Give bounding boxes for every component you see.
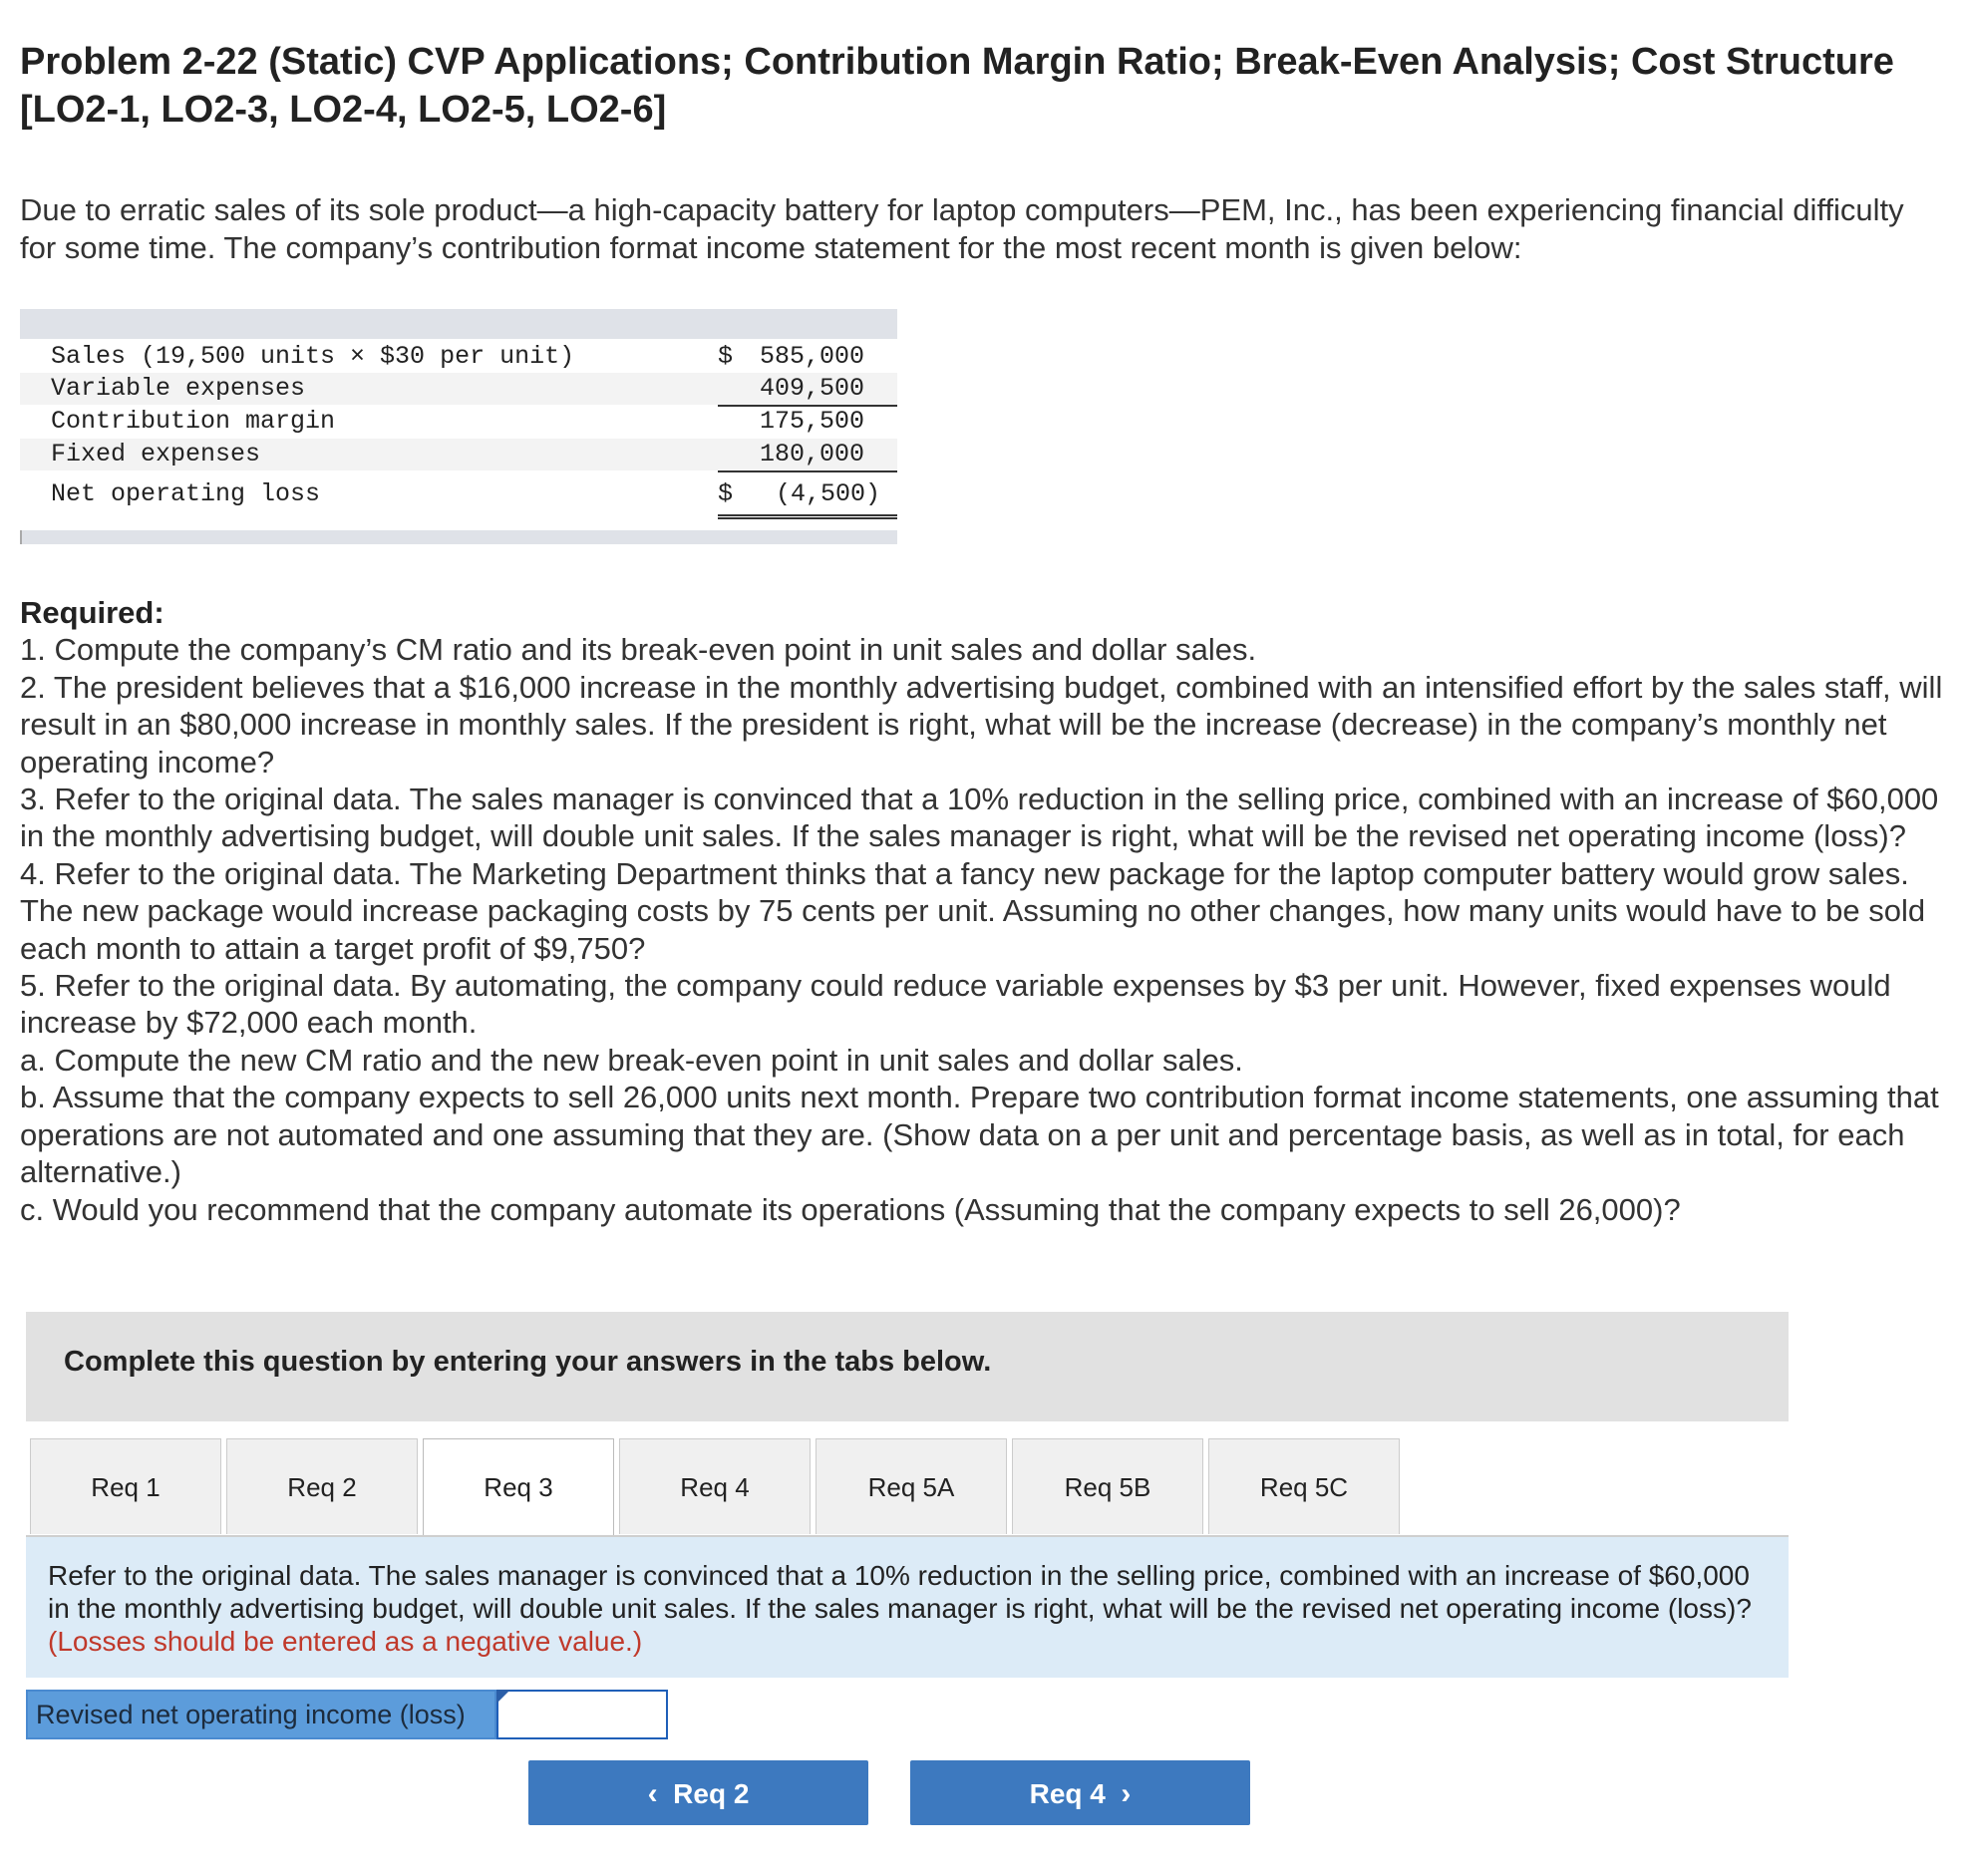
- row-value: 585,000: [759, 342, 864, 371]
- row-value: (4,500): [775, 479, 880, 508]
- statement-row-net-operating-loss: [20, 478, 897, 510]
- row-label: Fixed expenses: [51, 440, 261, 469]
- prev-req-button[interactable]: [528, 1760, 868, 1825]
- prompt-text: Refer to the original data. The sales manager is convinced that a 10% reduction in the selling price, combined with an increase of $60,000 in the monthly advertising budget, will double unit sales. If the sales manager is right, what will be the revised net operating income (loss)?: [48, 1560, 1752, 1624]
- required-heading: Required:: [20, 595, 164, 630]
- currency-symbol: $: [718, 479, 734, 508]
- prompt-note: (Losses should be entered as a negative value.): [48, 1626, 643, 1657]
- chevron-right-icon: ›: [1121, 1777, 1132, 1810]
- tab-req-5a[interactable]: Req 5A: [816, 1438, 1007, 1534]
- requirement-item: 2. The president believes that a $16,000 increase in the monthly advertising budget, combined with an intensified effort by the sales staff, will result in an $80,000 increase in monthly sales. If the president is right, what will be the increase (decrease) in the company’s monthly net operating income?: [20, 669, 1943, 780]
- row-label: Variable expenses: [51, 374, 306, 403]
- input-corner-marker: [496, 1690, 510, 1704]
- currency-symbol: $: [718, 342, 734, 371]
- tab-bar: [30, 1438, 1789, 1536]
- subtotal-rule: [718, 470, 897, 472]
- prev-button-label: Req 2: [673, 1778, 750, 1809]
- statement-row-variable-expenses: [20, 373, 897, 405]
- problem-intro: Due to erratic sales of its sole product—a high-capacity battery for laptop computers—PEM, Inc., has been experiencing financial difficulty for some time. The company’s contribution format income statement for the most recent month is given below:: [20, 192, 1904, 265]
- tab-req-3[interactable]: Req 3: [423, 1438, 614, 1538]
- tab-req-5b[interactable]: Req 5B: [1012, 1438, 1203, 1534]
- tab-req-1[interactable]: Req 1: [30, 1438, 221, 1534]
- row-value: 175,500: [759, 407, 864, 436]
- answer-row: [26, 1690, 668, 1739]
- requirement-item: 1. Compute the company’s CM ratio and its break-even point in unit sales and dollar sales.: [20, 632, 1257, 668]
- statement-footer-band: [20, 530, 897, 544]
- prompt-text-block: [48, 1559, 1763, 1658]
- row-value: 409,500: [759, 374, 864, 403]
- page-title: Problem 2-22 (Static) CVP Applications; Contribution Margin Ratio; Break-Even Analysis; Cost Structure [LO2-1, LO2-3, LO2-4, LO2-5, LO2-6]: [20, 41, 1894, 131]
- row-value: 180,000: [759, 440, 864, 469]
- answer-label: Revised net operating income (loss): [26, 1690, 496, 1739]
- requirements: [20, 594, 1949, 1228]
- requirement-item: 3. Refer to the original data. The sales manager is convinced that a 10% reduction in the selling price, combined with an increase of $60,000 in the monthly advertising budget, will double unit sales. If the sales manager is right, what will be the revised net operating income (loss)?: [20, 782, 1939, 854]
- requirement-item: 5. Refer to the original data. By automating, the company could reduce variable expenses by $3 per unit. However, fixed expenses would increase by $72,000 each month.: [20, 968, 1891, 1041]
- requirement-item: a. Compute the new CM ratio and the new break-even point in unit sales and dollar sales.: [20, 1042, 1243, 1078]
- row-label: Sales (19,500 units × $30 per unit): [51, 342, 575, 371]
- row-label: Net operating loss: [51, 479, 321, 508]
- statement-header-band: [20, 309, 897, 339]
- income-statement: [20, 309, 897, 546]
- instruction-bar: [26, 1312, 1789, 1421]
- total-double-rule: [718, 514, 897, 519]
- instruction-text: Complete this question by entering your answers in the tabs below.: [64, 1346, 992, 1378]
- revised-net-operating-income-input[interactable]: [496, 1690, 668, 1739]
- row-label: Contribution margin: [51, 407, 336, 436]
- requirement-item: 4. Refer to the original data. The Marketing Department thinks that a fancy new package for the laptop computer battery would grow sales. The new package would increase packaging costs by 75 cents per unit. Assuming no other changes, how many units would have to be sold each month to attain a target profit of $9,750?: [20, 855, 1926, 966]
- requirement-item: c. Would you recommend that the company automate its operations (Assuming that the company expects to sell 26,000)?: [20, 1191, 1681, 1227]
- next-button-label: Req 4: [1029, 1778, 1106, 1809]
- statement-row-fixed-expenses: [20, 439, 897, 470]
- tab-req-5c[interactable]: Req 5C: [1208, 1438, 1400, 1534]
- requirement-item: b. Assume that the company expects to sell 26,000 units next month. Prepare two contribution format income statements, one assuming that operations are not automated and one assuming that they are. (Show data on a per unit and percentage basis, as well as in total, for each alternative.): [20, 1080, 1939, 1190]
- next-req-button[interactable]: [910, 1760, 1250, 1825]
- question-prompt: [26, 1537, 1789, 1678]
- statement-row-sales: [20, 341, 897, 373]
- statement-row-contribution-margin: [20, 406, 897, 438]
- tab-req-4[interactable]: Req 4: [619, 1438, 811, 1534]
- tab-req-2[interactable]: Req 2: [226, 1438, 418, 1534]
- chevron-left-icon: ‹: [647, 1777, 658, 1810]
